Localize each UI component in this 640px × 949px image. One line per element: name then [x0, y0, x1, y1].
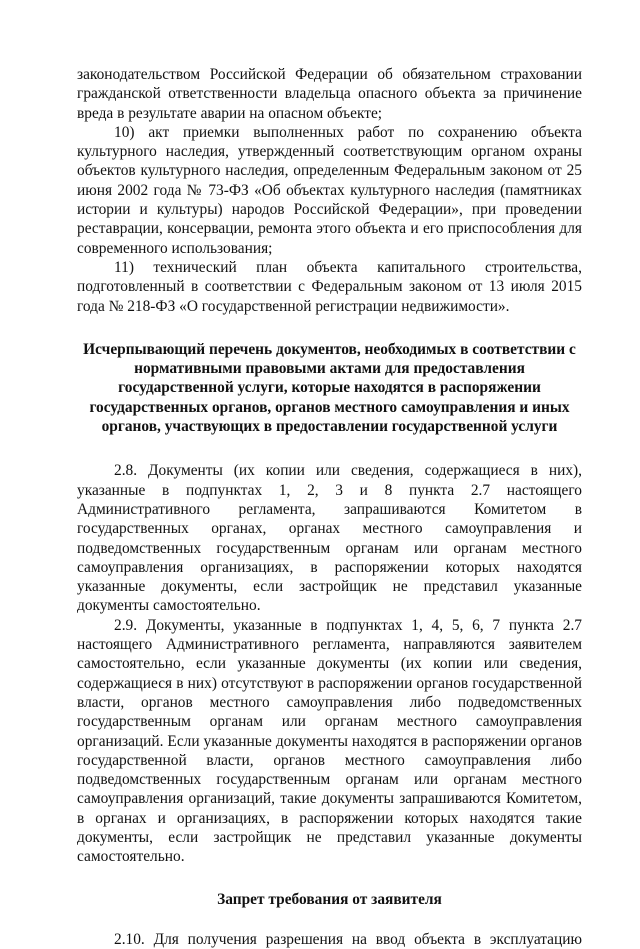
paragraph-2-9: 2.9. Документы, указанные в подпунктах 1, 4, 5, 6, 7 пункта 2.7 настоящего Административного регламента, направляются заявителем самостоятельно, если указанные документы (их копии или сведения, содержащиеся в них) отсутствуют в распоряжении органов государственной власти, органов местного самоуправления либо подведомственных государственным органам или органам местного самоуправления организаций. Если указанные документы находятся в распоряжении органов государственной власти, органов местного самоуправления либо подведомственных государственным органам или органам местного самоуправления организаций, такие документы запрашиваются Комитетом, в органах и организациях, в распоряжении которых находятся такие документы, если застройщик не представил указанные документы самостоятельно.: [77, 616, 582, 866]
section-heading-prohibition: Запрет требования от заявителя: [217, 890, 442, 908]
paragraph-2-10: 2.10. Для получения разрешения на ввод объекта в эксплуатацию: [114, 930, 582, 948]
intro-paragraph: законодательством Российской Федерации об обязательном страховании гражданской ответственности владельца опасного объекта за причинение вреда в результате аварии на опасном объекте;: [77, 66, 582, 122]
list-item-11: 11) технический план объекта капитального строительства, подготовленный в соответствии с Федеральным законом от 13 июля 2015 года № 218-ФЗ «О государственной регистрации недвижимости».: [77, 258, 582, 315]
paragraph-2-8: 2.8. Документы (их копии или сведения, содержащиеся в них), указанные в подпунктах 1, 2, 3 и 8 пункта 2.7 настоящего Административного регламента, запрашиваются Комитетом в государственных органах, органах местного самоуправления и подведомственных государственным органам или органам местного самоуправления организациях, в распоряжении которых находятся указанные документы, если застройщик не представил указанные документы самостоятельно.: [77, 462, 582, 615]
list-item-10: 10) акт приемки выполненных работ по сохранению объекта культурного наследия, утвержденный соответствующим органом охраны объектов культурного наследия, определенным Федеральным законом от 25 июня 2002 года № 73-ФЗ «Об объектах культурного наследия (памятниках истории и культуры) народов Российской Федерации», при проведении реставрации, консервации, ремонта этого объекта и его приспособления для современного использования;: [77, 123, 582, 257]
document-body: [77, 65, 582, 949]
section-heading-documents: Исчерпывающий перечень документов, необходимых в соответствии с нормативными правовыми актами для предоставления государственной услуги, которые находятся в распоряжении государственных органов, органов местного самоуправления и иных органов, участвующих в предоставлении государственной услуги: [83, 340, 576, 436]
